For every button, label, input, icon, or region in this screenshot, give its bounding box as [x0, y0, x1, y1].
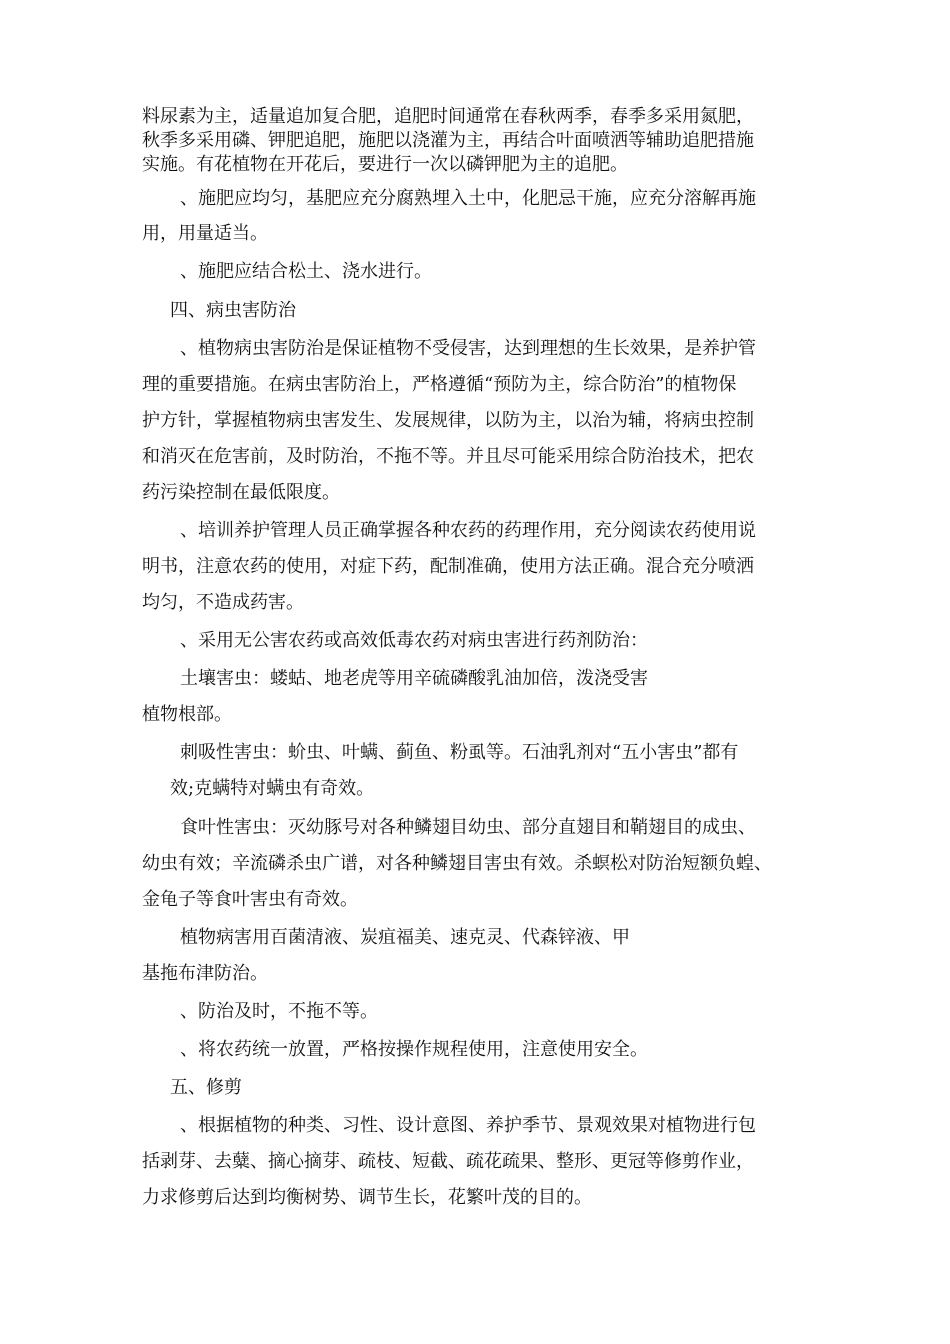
text-line-30: 括剥芽、去糵、摘心摘芽、疏枝、短截、疏花疏果、整形、更冠等修剪作业， [142, 1151, 754, 1172]
text-line-25: 基拖布津防治。 [142, 963, 268, 984]
section-heading-pest-control: 四、病虫害防治 [170, 300, 296, 321]
text-line-4: 、施肥应均匀，基肥应充分腐熟埋入土中，化肥忌干施，应充分溶解再施 [180, 188, 756, 209]
text-line-15: 均匀，不造成药害。 [142, 592, 304, 613]
text-line-8: 、植物病虫害防治是保证植物不受侵害，达到理想的生长效果，是养护管 [180, 338, 756, 359]
text-line-18: 植物根部。 [142, 704, 232, 725]
text-line-27: 、将农药统一放置，严格按操作规程使用，注意使用安全。 [180, 1039, 648, 1060]
text-line-3: 实施。有花植物在开花后，要进行一次以磷钾肥为主的追肥。 [142, 154, 628, 175]
text-line-19: 刺吸性害虫：蚧虫、叶螨、蓟鱼、粉虱等。石油乳剂对“五小害虫”都有 [180, 742, 739, 763]
text-line-2: 秋季多采用磷、钾肥追肥，施肥以浇灌为主，再结合叶面喷洒等辅助追肥措施 [142, 130, 754, 151]
text-line-17: 土壤害虫：蝼蛄、地老虎等用辛硫磷酸乳油加倍，泼浇受害 [180, 668, 648, 689]
text-line-22: 幼虫有效；辛流磷杀虫广谱，对各种鳞翅目害虫有效。杀螟松对防治短额负蝗、 [142, 853, 772, 874]
text-line-10: 护方针，掌握植物病虫害发生、发展规律，以防为主，以治为辅，将病虫控制 [142, 410, 754, 431]
text-line-16: 、采用无公害农药或高效低毒农药对病虫害进行药剂防治： [180, 630, 648, 651]
text-line-1: 料尿素为主，适量追加复合肥，追肥时间通常在春秋两季，春季多采用氮肥， [142, 106, 754, 127]
text-line-20: 效;克螨特对螨虫有奇效。 [170, 778, 375, 799]
section-heading-pruning: 五、修剪 [170, 1077, 242, 1098]
text-line-31: 力求修剪后达到均衡树势、调节生长，花繁叶茂的目的。 [142, 1187, 592, 1208]
text-line-14: 明书，注意农药的使用，对症下药，配制准确，使用方法正确。混合充分喷洒 [142, 556, 754, 577]
text-line-9: 理的重要措施。在病虫害防治上，严格遵循“预防为主，综合防治”的植物保 [142, 374, 737, 395]
text-line-5: 用，用量适当。 [142, 223, 268, 244]
text-line-24: 植物病害用百菌清液、炭疽福美、速克灵、代森锌液、甲 [180, 927, 630, 948]
text-line-13: 、培训养护管理人员正确掌握各种农药的药理作用，充分阅读农药使用说 [180, 520, 756, 541]
text-line-26: 、防治及时，不拖不等。 [180, 1001, 378, 1022]
text-line-12: 药污染控制在最低限度。 [142, 482, 340, 503]
text-line-29: 、根据植物的种类、习性、设计意图、养护季节、景观效果对植物进行包 [180, 1115, 756, 1136]
text-line-6: 、施肥应结合松土、浇水进行。 [180, 261, 432, 282]
text-line-23: 金龟子等食叶害虫有奇效。 [142, 889, 358, 910]
text-line-21: 食叶性害虫：灭幼豚号对各种鳞翅目幼虫、部分直翅目和鞘翅目的成虫、 [180, 817, 756, 838]
text-line-11: 和消灭在危害前，及时防治，不拖不等。并且尽可能采用综合防治技术，把农 [142, 446, 754, 467]
